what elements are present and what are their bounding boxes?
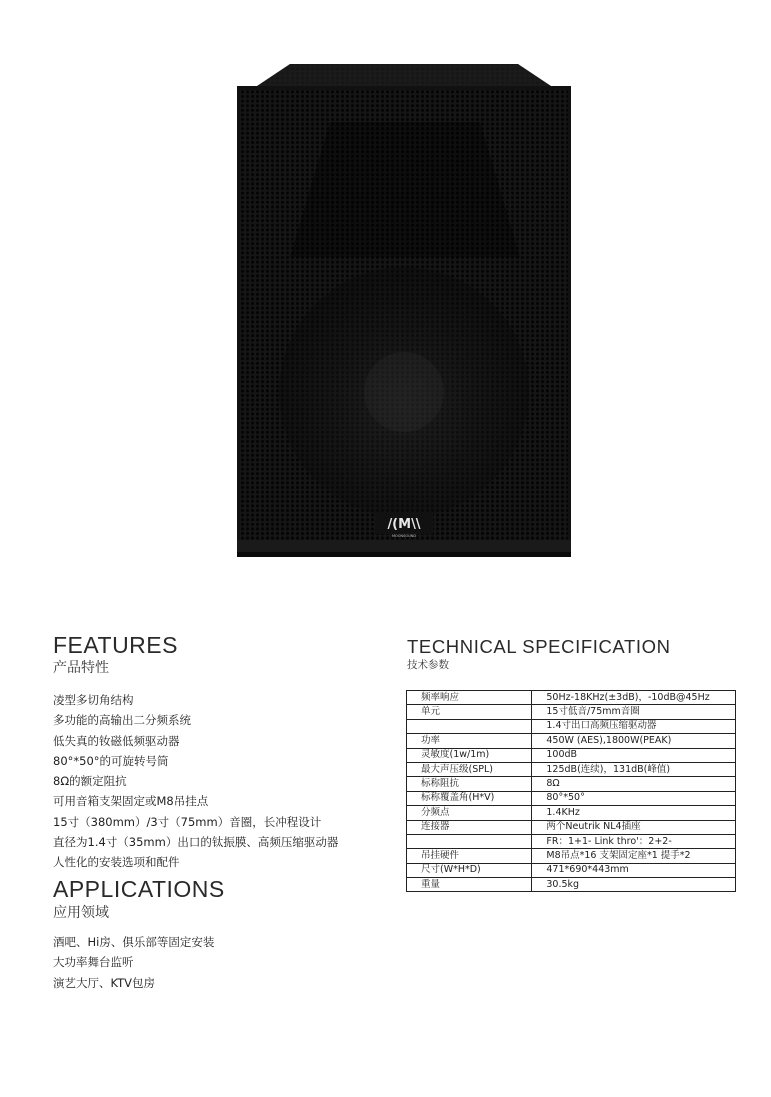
table-row xyxy=(407,878,736,892)
spec-value: 15寸低音/75mm音圈 xyxy=(532,705,736,719)
spec-label: 标称阻抗 xyxy=(407,777,532,791)
spec-label: 功率 xyxy=(407,734,532,748)
applications-list xyxy=(53,932,214,993)
features-subtitle: 产品特性 xyxy=(53,660,109,676)
table-row xyxy=(407,834,736,848)
spec-label: 尺寸(W*H*D) xyxy=(407,863,532,877)
list-item: 8Ω的额定阻抗 xyxy=(53,774,127,789)
list-item: 大功率舞台监听 xyxy=(53,955,134,970)
spec-value: FR：1+1- Link thro'：2+2- xyxy=(532,834,736,848)
spec-label: 重量 xyxy=(407,878,532,892)
spec-value: 471*690*443mm xyxy=(532,863,736,877)
spec-table xyxy=(406,690,736,892)
table-row xyxy=(407,863,736,877)
spec-label: 吊挂硬件 xyxy=(407,849,532,863)
spec-label: 标称覆盖角(H*V) xyxy=(407,791,532,805)
spec-value: M8吊点*16 支架固定座*1 提手*2 xyxy=(532,849,736,863)
list-item: 直径为1.4寸（35mm）出口的钛振膜、高频压缩驱动器 xyxy=(53,835,339,850)
features-title: FEATURES xyxy=(53,632,178,658)
list-item: 人性化的安装选项和配件 xyxy=(53,855,180,870)
spec-value: 30.5kg xyxy=(532,878,736,892)
spec-title: TECHNICAL SPECIFICATION xyxy=(407,636,671,657)
spec-value: 125dB(连续)，131dB(峰值) xyxy=(532,762,736,776)
spec-label: 连接器 xyxy=(407,820,532,834)
spec-value: 80°*50° xyxy=(532,791,736,805)
speaker-illustration xyxy=(235,62,573,557)
list-item: 多功能的高输出二分频系统 xyxy=(53,713,191,728)
applications-title: APPLICATIONS xyxy=(53,876,225,902)
spec-value: 1.4寸出口高频压缩驱动器 xyxy=(532,719,736,733)
spec-value: 100dB xyxy=(532,748,736,762)
speaker-product-image xyxy=(235,62,573,557)
spec-value: 50Hz-18KHz(±3dB)，-10dB@45Hz xyxy=(532,691,736,705)
list-item: 凌型多切角结构 xyxy=(53,693,134,707)
spec-value: 450W (AES),1800W(PEAK) xyxy=(532,734,736,748)
table-row xyxy=(407,820,736,834)
spec-label xyxy=(407,719,532,733)
table-row xyxy=(407,734,736,748)
list-item: 低失真的钕磁低频驱动器 xyxy=(53,733,180,748)
spec-value: 两个Neutrik NL4插座 xyxy=(532,820,736,834)
spec-label xyxy=(407,834,532,848)
list-item: 15寸（380mm）/3寸（75mm）音圈，长冲程设计 xyxy=(53,814,322,829)
spec-label: 最大声压级(SPL) xyxy=(407,762,532,776)
table-row xyxy=(407,705,736,719)
spec-value: 8Ω xyxy=(532,777,736,791)
table-row xyxy=(407,762,736,776)
table-row xyxy=(407,691,736,705)
spec-subtitle: 技术参数 xyxy=(407,659,449,671)
table-row xyxy=(407,791,736,805)
table-row xyxy=(407,849,736,863)
spec-label: 分频点 xyxy=(407,806,532,820)
table-row xyxy=(407,806,736,820)
spec-value: 1.4KHz xyxy=(532,806,736,820)
list-item: 酒吧、Hi房、俱乐部等固定安装 xyxy=(53,935,215,949)
list-item: 演艺大厅、KTV包房 xyxy=(53,975,156,990)
spec-label: 灵敏度(1w/1m) xyxy=(407,748,532,762)
list-item: 可用音箱支架固定或M8吊挂点 xyxy=(53,794,209,809)
table-row xyxy=(407,777,736,791)
svg-text:/(M\\: /(M\\ xyxy=(387,517,421,532)
list-item: 80°*50°的可旋转号筒 xyxy=(53,753,169,768)
table-row xyxy=(407,748,736,762)
spec-label: 单元 xyxy=(407,705,532,719)
svg-text:MOONSOUND: MOONSOUND xyxy=(392,534,416,538)
features-list xyxy=(53,690,338,873)
table-row xyxy=(407,719,736,733)
applications-subtitle: 应用领域 xyxy=(53,905,109,921)
spec-label: 频率响应 xyxy=(407,691,532,705)
